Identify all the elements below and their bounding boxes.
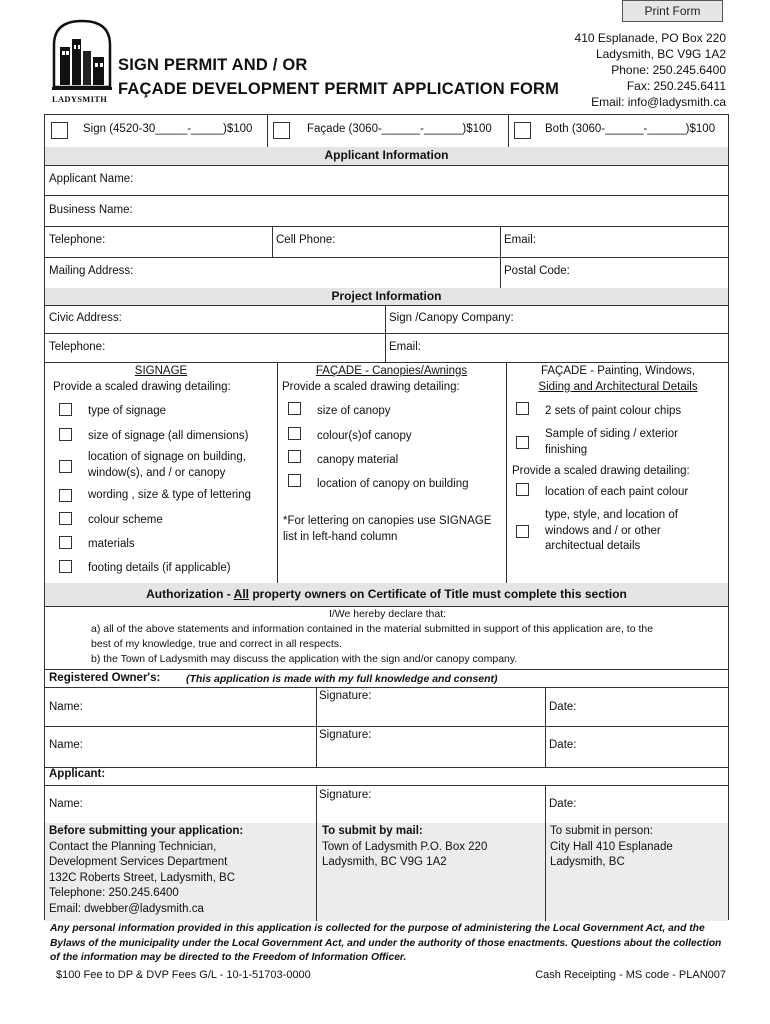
cell-phone-field[interactable]: Cell Phone: <box>276 234 336 246</box>
paint-title-2: Siding and Architectural Details <box>538 381 698 393</box>
owner-1-signature-field[interactable]: Signature: <box>319 690 372 702</box>
business-name-field[interactable]: Business Name: <box>49 204 133 216</box>
applicant-signature-field[interactable]: Signature: <box>319 789 372 801</box>
applicant-email-field[interactable]: Email: <box>504 234 536 246</box>
canopy-size-label: size of canopy <box>317 405 391 417</box>
signage-subtitle: Provide a scaled drawing detailing: <box>53 381 231 393</box>
both-option-label: Both (3060-______-______)$100 <box>545 123 716 135</box>
project-email-field[interactable]: Email: <box>389 341 421 353</box>
canopy-size-checkbox[interactable] <box>288 402 301 415</box>
fee-gl-code: $100 Fee to DP & DVP Fees G/L - 10-1-51703-0000 <box>56 969 311 981</box>
paint-chips-label: 2 sets of paint colour chips <box>545 405 682 417</box>
siding-sample-label-2: finishing <box>545 444 588 456</box>
project-info-header: Project Information <box>45 288 728 305</box>
signage-size-label: size of signage (all dimensions) <box>88 430 249 442</box>
owner-1-name-field[interactable]: Name: <box>49 701 83 713</box>
privacy-notice: Any personal information provided in this application is collected for the purpose of administering the Local Government Act, and the Bylaws of the municipality under the Local Government Act, and under the authority of those enactments. Questions about the collection of the information may be directed to the Freedom of Information Officer. <box>50 923 722 963</box>
signage-colour-label: colour scheme <box>88 514 163 526</box>
registered-owners-label: Registered Owner's: <box>49 672 161 684</box>
signage-type-label: type of signage <box>88 405 167 417</box>
declaration-a: a) all of the above statements and information contained in the material submitted in support of this application are, to the <box>91 623 654 635</box>
canopy-location-checkbox[interactable] <box>288 474 301 487</box>
applicant-section-label: Applicant: <box>49 768 106 780</box>
owners-consent-note: (This application is made with my full knowledge and consent) <box>186 673 498 685</box>
paint-chips-checkbox[interactable] <box>516 402 529 415</box>
applicant-telephone-field[interactable]: Telephone: <box>49 234 106 246</box>
title-line-2: FAÇADE DEVELOPMENT PERMIT APPLICATION FORM <box>118 80 560 98</box>
applicant-name-field[interactable]: Applicant Name: <box>49 173 134 185</box>
authorization-header: Authorization - All property owners on Certificate of Title must complete this section <box>45 583 728 606</box>
sign-company-field[interactable]: Sign /Canopy Company: <box>389 312 514 324</box>
signage-location-checkbox[interactable] <box>59 460 72 473</box>
windows-details-label-3: architectual details <box>545 540 641 552</box>
owner-1-date-field[interactable]: Date: <box>549 701 577 713</box>
applicant-info-header: Applicant Information <box>45 147 728 165</box>
windows-details-label-2: windows and / or other <box>545 525 661 537</box>
signage-colour-checkbox[interactable] <box>59 512 72 525</box>
canopy-note: *For lettering on canopies use SIGNAGE <box>283 515 492 527</box>
siding-sample-checkbox[interactable] <box>516 436 529 449</box>
sign-option-label: Sign (4520-30_____-_____)$100 <box>83 123 253 135</box>
ladysmith-logo <box>50 17 114 105</box>
canopy-colour-label: colour(s)of canopy <box>317 430 412 442</box>
before-submitting-info: Before submitting your application: Contact the Planning Technician, Development Services Department 132C Roberts Street, Ladysmith, BC Telephone: 250.245.6400 Email: dwebber@ladysmith.ca <box>49 825 244 915</box>
signage-footing-label: footing details (if applicable) <box>88 562 231 574</box>
signage-location-label: location of signage on building, <box>88 451 246 463</box>
submit-by-mail-info: To submit by mail: Town of Ladysmith P.O. Box 220 Ladysmith, BC V9G 1A2 <box>322 825 488 868</box>
canopy-location-label: location of canopy on building <box>317 478 469 490</box>
paint-location-label: location of each paint colour <box>545 486 689 498</box>
logo-text: LADYSMITH <box>52 94 108 104</box>
signage-title: SIGNAGE <box>134 365 188 377</box>
canopy-material-checkbox[interactable] <box>288 450 301 463</box>
windows-details-checkbox[interactable] <box>516 525 529 538</box>
civic-address-field[interactable]: Civic Address: <box>49 312 122 324</box>
signage-footing-checkbox[interactable] <box>59 560 72 573</box>
title-line-1: SIGN PERMIT AND / OR <box>118 56 308 74</box>
facade-option-label: Façade (3060-______-______)$100 <box>307 123 492 135</box>
declaration-intro: I/We hereby declare that: <box>328 608 447 620</box>
applicant-signoff-name-field[interactable]: Name: <box>49 798 83 810</box>
contact-address: 410 Esplanade, PO Box 220 Ladysmith, BC V9G 1A2 Phone: 250.245.6400 Fax: 250.245.6411 Email: info@ladysmith.ca <box>574 31 726 109</box>
application-form <box>44 114 729 920</box>
declaration-b: b) the Town of Ladysmith may discuss the application with the sign and/or canopy company. <box>91 653 518 665</box>
print-form-button[interactable]: Print Form <box>622 0 723 22</box>
project-telephone-field[interactable]: Telephone: <box>49 341 106 353</box>
submit-in-person-info: To submit in person: City Hall 410 Esplanade Ladysmith, BC <box>550 825 673 868</box>
mailing-address-field[interactable]: Mailing Address: <box>49 265 134 277</box>
facade-option-checkbox[interactable] <box>273 122 290 139</box>
owner-2-name-field[interactable]: Name: <box>49 739 83 751</box>
canopy-note-2: list in left-hand column <box>283 531 398 543</box>
paint-location-checkbox[interactable] <box>516 483 529 496</box>
signage-size-checkbox[interactable] <box>59 428 72 441</box>
signage-materials-checkbox[interactable] <box>59 536 72 549</box>
windows-details-label: type, style, and location of <box>545 509 678 521</box>
postal-code-field[interactable]: Postal Code: <box>504 265 570 277</box>
signage-materials-label: materials <box>88 538 135 550</box>
ms-code: Cash Receipting - MS code - PLAN007 <box>535 969 726 981</box>
paint-subtitle: Provide a scaled drawing detailing: <box>512 465 690 477</box>
both-option-checkbox[interactable] <box>514 122 531 139</box>
owner-2-signature-field[interactable]: Signature: <box>319 729 372 741</box>
signage-type-checkbox[interactable] <box>59 403 72 416</box>
paint-title: FAÇADE - Painting, Windows, <box>540 365 696 377</box>
owner-2-date-field[interactable]: Date: <box>549 739 577 751</box>
canopy-title: FAÇADE - Canopies/Awnings <box>315 365 468 377</box>
siding-sample-label: Sample of siding / exterior <box>545 428 678 440</box>
declaration-a-2: best of my knowledge, true and correct in all respects. <box>91 638 342 650</box>
signage-wording-checkbox[interactable] <box>59 489 72 502</box>
canopy-colour-checkbox[interactable] <box>288 427 301 440</box>
applicant-date-field[interactable]: Date: <box>549 798 577 810</box>
canopy-material-label: canopy material <box>317 454 399 466</box>
canopy-subtitle: Provide a scaled drawing detailing: <box>282 381 460 393</box>
signage-location-label-2: window(s), and / or canopy <box>88 467 226 479</box>
sign-option-checkbox[interactable] <box>51 122 68 139</box>
signage-wording-label: wording , size & type of lettering <box>88 489 251 501</box>
